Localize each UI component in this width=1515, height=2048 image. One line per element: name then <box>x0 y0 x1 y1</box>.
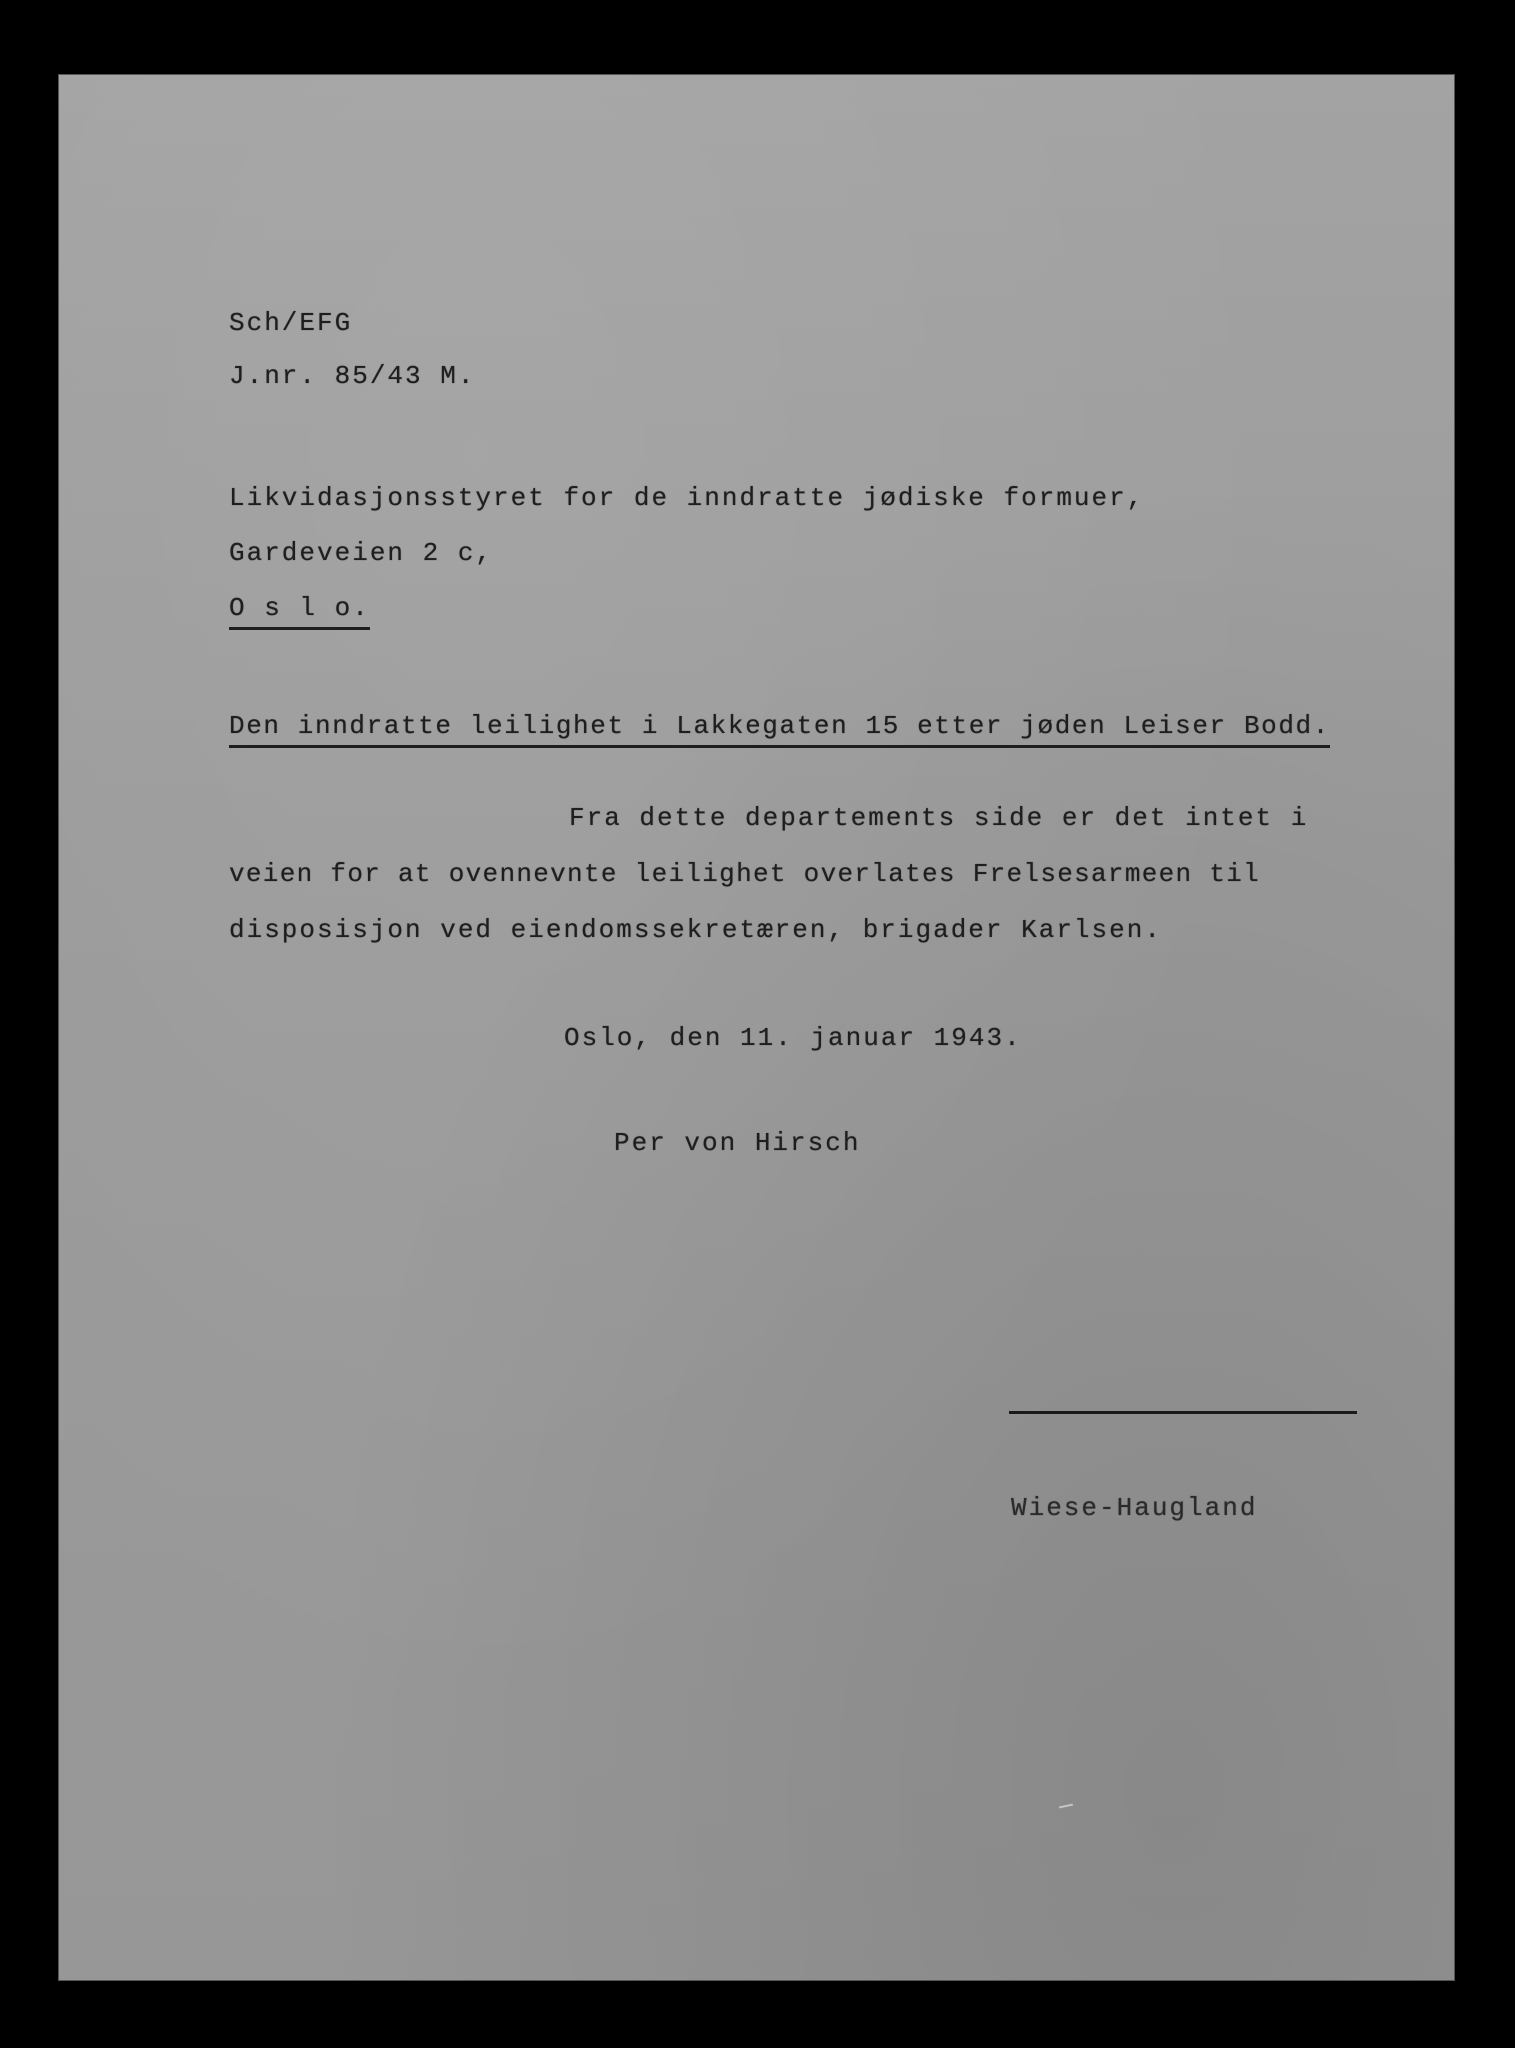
countersignatory-name: Wiese-Haugland <box>1011 1493 1258 1523</box>
signature-line <box>1009 1411 1357 1414</box>
recipient-address: Gardeveien 2 c, <box>229 538 494 568</box>
body-line-2: veien for at ovennevnte leilighet overlates Frelsesarmeen til <box>229 859 1261 889</box>
journal-number: J.nr. 85/43 M. <box>229 361 476 391</box>
body-line-1: Fra dette departements side er det intet i <box>569 803 1309 833</box>
body-line-3: disposisjon ved eiendomssekretæren, brigader Karlsen. <box>229 915 1162 945</box>
letter-sheet <box>58 74 1455 1981</box>
reference-initials: Sch/EFG <box>229 308 353 338</box>
recipient-name: Likvidasjonsstyret for de inndratte jødiske formuer, <box>229 483 1145 513</box>
recipient-city: O s l o. <box>229 595 370 630</box>
paper-blemish <box>1059 1804 1073 1809</box>
signatory-name: Per von Hirsch <box>614 1128 861 1158</box>
subject-line: Den inndratte leilighet i Lakkegaten 15 etter jøden Leiser Bodd. <box>229 713 1330 748</box>
date-line: Oslo, den 11. januar 1943. <box>564 1023 1022 1053</box>
